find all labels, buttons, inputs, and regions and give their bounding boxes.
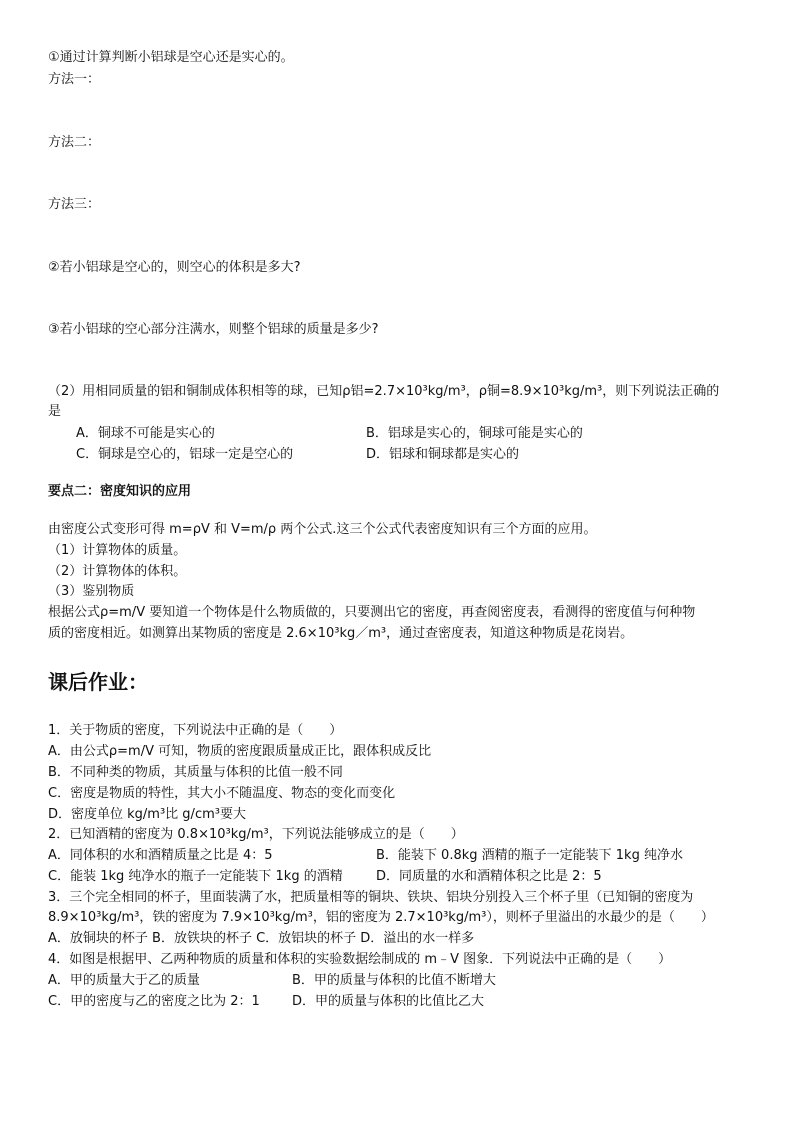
problem-2-option-d: D．铝球和铜球都是实心的 bbox=[366, 447, 520, 462]
hw-q2-option-d: D．同质量的水和酒精体积之比是 2：5 bbox=[376, 869, 602, 884]
hw-question-3: 3．三个完全相同的杯子，里面装满了水，把质量相等的铜块、铁块、铝块分别投入三个杯子里（已知铜的密度为 bbox=[48, 890, 694, 905]
hw-q4-option-b: B．甲的质量与体积的比值不断增大 bbox=[292, 973, 496, 988]
keypoint-2-item-3: （3）鉴别物质 bbox=[48, 584, 135, 599]
hw-q4-option-d: D．甲的质量与体积的比值比乙大 bbox=[292, 994, 485, 1009]
keypoint-2-item-1: （1）计算物体的质量。 bbox=[48, 543, 187, 558]
hw-q2-option-b: B．能装下 0.8kg 酒精的瓶子一定能装下 1kg 纯净水 bbox=[376, 848, 683, 863]
method-3-label: 方法三： bbox=[48, 197, 101, 212]
problem-2-option-b: B．铝球是实心的，铜球可能是实心的 bbox=[366, 426, 583, 441]
keypoint-2-paragraph: 根据公式ρ=m/V 要知道一个物体是什么物质做的，只要测出它的密度，再查阅密度表，看测得的密度值与何种物 bbox=[48, 605, 696, 620]
question-2: ②若小铝球是空心的，则空心的体积是多大? bbox=[48, 260, 301, 275]
hw-q1-option-b: B．不同种类的物质，其质量与体积的比值一般不同 bbox=[48, 765, 343, 780]
problem-2-stem-cont: 是 bbox=[48, 404, 62, 419]
problem-2-option-c: C．铜球是空心的，铝球一定是空心的 bbox=[76, 447, 294, 462]
keypoint-2-title: 要点二：密度知识的应用 bbox=[48, 484, 192, 499]
question-1: ①通过计算判断小铝球是空心还是实心的。 bbox=[48, 50, 294, 65]
hw-q2-option-c: C．能装 1kg 纯净水的瓶子一定能装下 1kg 的酒精 bbox=[48, 869, 343, 884]
method-2-label: 方法二： bbox=[48, 135, 101, 150]
hw-question-1: 1．关于物质的密度，下列说法中正确的是（ ） bbox=[48, 723, 343, 738]
question-3: ③若小铝球的空心部分注满水，则整个铝球的质量是多少? bbox=[48, 322, 379, 337]
keypoint-2-item-2: （2）计算物体的体积。 bbox=[48, 564, 187, 579]
hw-q1-option-c: C．密度是物质的特性，其大小不随温度、物态的变化而变化 bbox=[48, 786, 396, 801]
hw-q2-option-a: A．同体积的水和酒精质量之比是 4：5 bbox=[48, 848, 273, 863]
hw-q1-option-d: D．密度单位 kg/m³比 g/cm³要大 bbox=[48, 807, 246, 822]
hw-q4-option-a: A．甲的质量大于乙的质量 bbox=[48, 973, 200, 988]
keypoint-2-paragraph-cont: 质的密度相近。如测算出某物质的密度是 2.6×10³kg／m³，通过查密度表，知道这种物质是花岗岩。 bbox=[48, 626, 634, 641]
problem-2-stem: （2）用相同质量的铝和铜制成体积相等的球，已知ρ铝=2.7×10³kg/m³，ρ铜=8.9×10³kg/m³，则下列说法正确的 bbox=[48, 384, 720, 399]
hw-question-2: 2．已知酒精的密度为 0.8×10³kg/m³，下列说法能够成立的是（ ） bbox=[48, 827, 464, 842]
keypoint-2-intro: 由密度公式变形可得 m=ρV 和 V=m/ρ 两个公式.这三个公式代表密度知识有三个方面的应用。 bbox=[48, 522, 597, 537]
hw-q3-options: A．放铜块的杯子 B．放铁块的杯子 C．放铝块的杯子 D．溢出的水一样多 bbox=[48, 931, 475, 946]
hw-question-4: 4．如图是根据甲、乙两种物质的质量和体积的实验数据绘制成的 m﹣V 图象．下列说法中正确的是（ ） bbox=[48, 952, 672, 967]
hw-q1-option-a: A．由公式ρ=m/V 可知，物质的密度跟质量成正比，跟体积成反比 bbox=[48, 744, 432, 759]
method-1-label: 方法一： bbox=[48, 72, 101, 87]
problem-2-option-a: A．铜球不可能是实心的 bbox=[76, 426, 215, 441]
hw-question-3-cont: 8.9×10³kg/m³，铁的密度为 7.9×10³kg/m³，铝的密度为 2.7×10³kg/m³），则杯子里溢出的水最少的是（ ） bbox=[48, 910, 714, 925]
hw-q4-option-c: C．甲的密度与乙的密度之比为 2：1 bbox=[48, 994, 260, 1009]
homework-heading: 课后作业： bbox=[48, 670, 148, 694]
